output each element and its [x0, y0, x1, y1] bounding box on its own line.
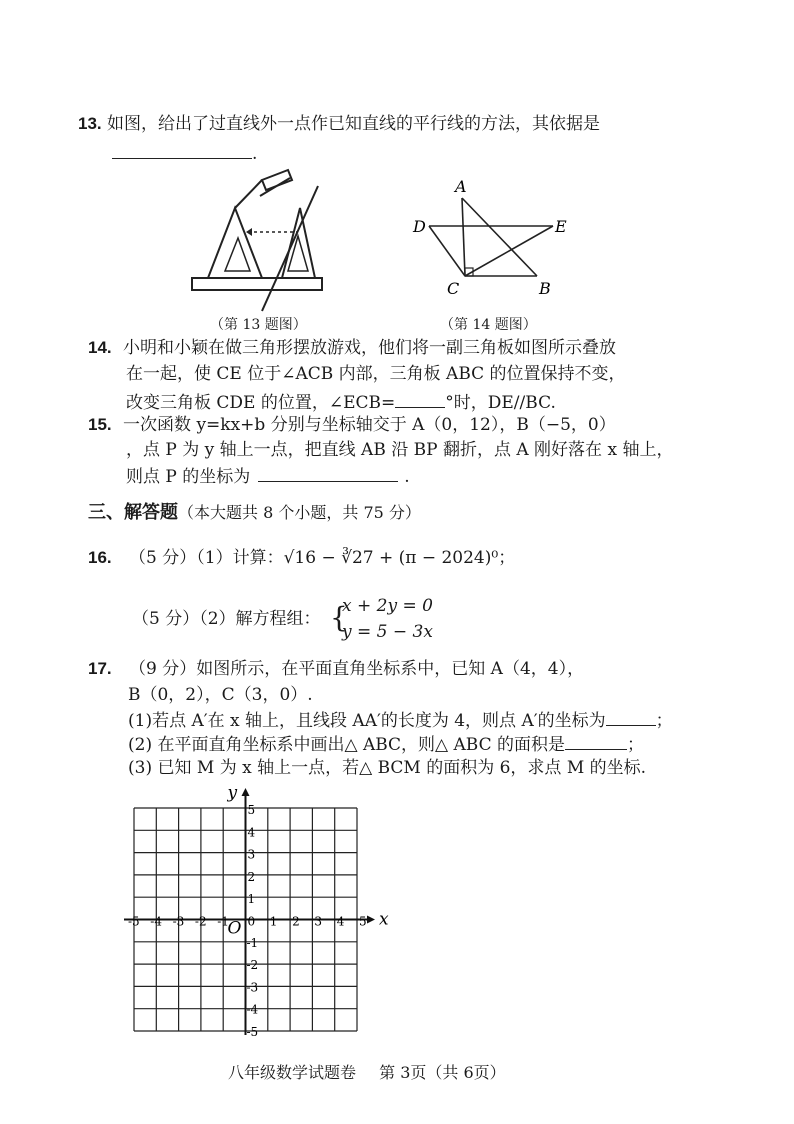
- q17-item2-text: (2) 在平面直角坐标系中画出△ ABC，则△ ABC 的面积是: [128, 735, 566, 755]
- q17-item2-tail: ；: [627, 735, 645, 755]
- q17-item2-blank[interactable]: [565, 731, 627, 750]
- q14-line1: [88, 336, 616, 360]
- q17-line2: B（0，2），C（3，0）.: [128, 685, 313, 705]
- q13-line2: [112, 140, 257, 166]
- y-tick-label: 4: [247, 825, 256, 840]
- section-3-subtitle: （本大题共 8 个小题，共 75 分）: [178, 503, 421, 522]
- q14-number: 14.: [88, 338, 112, 357]
- q15-line2: ，点 P 为 y 轴上一点，把直线 AB 沿 BP 翻折，点 A 刚好落在 x 轴上，: [126, 440, 674, 460]
- q13-tail: .: [252, 144, 258, 164]
- q15-number: 15.: [88, 415, 112, 434]
- q15-tail: .: [404, 467, 410, 487]
- q15-text-1: 一次函数 y=kx+b 分别与坐标轴交于 A（0，12），B（−5，0）: [123, 415, 616, 435]
- x-tick-label: -3: [172, 914, 185, 929]
- q17-item1-text: (1)若点 A′在 x 轴上，且线段 AA′的长度为 4，则点 A′的坐标为: [128, 711, 606, 731]
- q14-line2: 在一起，使 CE 位于∠ACB 内部，三角板 ABC 的位置保持不变，: [126, 364, 626, 384]
- label-B: B: [539, 279, 551, 298]
- q17-text-1: （9 分）如图所示，在平面直角坐标系中，已知 A（4，4），: [129, 659, 585, 679]
- q14-text-3a: 改变三角板 CDE 的位置，∠ECB=: [126, 393, 396, 413]
- q14-line3: [126, 389, 556, 415]
- y-tick-label: -4: [246, 1002, 259, 1017]
- q17-line1: [88, 657, 584, 681]
- q14-answer-blank[interactable]: [395, 389, 445, 408]
- y-tick-label: -5: [246, 1025, 259, 1039]
- figure-13: [180, 168, 340, 313]
- q16-eq1: x + 2y = 0: [342, 596, 433, 616]
- y-tick-label: 2: [247, 869, 256, 884]
- x-tick-label: 3: [314, 914, 323, 929]
- x-tick-label: -5: [128, 914, 140, 929]
- x-tick-label: -4: [150, 914, 163, 929]
- section-3-title: 三、解答题: [88, 502, 178, 523]
- y-tick-label: 5: [247, 803, 256, 817]
- x-axis-arrow: [367, 916, 375, 924]
- y-tick-label: 1: [247, 892, 256, 907]
- coordinate-grid[interactable]: [120, 783, 389, 1046]
- q16-part1: [88, 546, 515, 570]
- q16-part1-expr: √16 − ∛27 + (π − 2024)⁰；: [283, 548, 516, 568]
- q17-number: 17.: [88, 659, 112, 678]
- y-axis-label: y: [227, 783, 238, 803]
- x-tick-label: 2: [292, 914, 300, 929]
- y-axis-arrow: [242, 788, 250, 796]
- q17-item1: [128, 707, 673, 733]
- x-tick-label: 0: [247, 914, 256, 929]
- label-C: C: [447, 279, 460, 298]
- q15-line1: [88, 413, 616, 437]
- origin-label: O: [227, 918, 242, 939]
- q14-text-1: 小明和小颖在做三角形摆放游戏，他们将一副三角板如图所示叠放: [123, 338, 617, 358]
- q13-answer-blank[interactable]: [112, 140, 252, 159]
- q14-text-3b: °时，DE//BC.: [445, 393, 556, 413]
- q15-text-3: 则点 P 的坐标为: [126, 467, 251, 487]
- q13-caption: （第 13 题图）: [210, 317, 307, 333]
- q16-part1-label: （5 分）（1）计算：: [129, 548, 284, 568]
- footer-page: 第 3页（共 6页）: [379, 1063, 506, 1082]
- q17-item1-blank[interactable]: [606, 707, 656, 726]
- footer: [228, 1060, 506, 1083]
- y-tick-label: 3: [247, 847, 256, 862]
- q13-text: 如图，给出了过直线外一点作已知直线的平行线的方法，其依据是: [107, 114, 601, 134]
- y-tick-label: -3: [246, 980, 259, 995]
- q13-line1: [78, 112, 600, 136]
- section-3-heading: [88, 498, 421, 524]
- q14-caption: （第 14 题图）: [440, 317, 537, 333]
- q16-number: 16.: [88, 548, 112, 567]
- q17-item1-tail: ；: [655, 711, 673, 731]
- x-axis-label: x: [379, 909, 389, 930]
- x-tick-label: 4: [336, 914, 345, 929]
- x-tick-label: -2: [194, 914, 207, 929]
- label-E: E: [555, 217, 567, 236]
- x-tick-label: -1: [217, 914, 229, 929]
- q16-part2-label: （5 分）（2）解方程组：: [132, 609, 321, 629]
- q16-eq2: y = 5 − 3x: [342, 622, 433, 642]
- q17-item2: [128, 731, 644, 757]
- figure-14: [405, 176, 585, 306]
- q15-line3: [126, 463, 410, 489]
- label-D: D: [413, 217, 426, 236]
- x-tick-label: 5: [359, 914, 367, 929]
- q17-item3: (3) 已知 M 为 x 轴上一点，若△ BCM 的面积为 6，求点 M 的坐标.: [128, 758, 647, 778]
- q16-brace: {: [330, 601, 348, 634]
- footer-title: 八年级数学试题卷: [228, 1063, 357, 1082]
- y-tick-label: -2: [246, 958, 259, 973]
- q15-answer-blank[interactable]: [258, 463, 398, 482]
- label-A: A: [455, 177, 467, 196]
- y-tick-label: -1: [246, 935, 259, 950]
- q13-number: 13.: [78, 114, 102, 133]
- x-tick-label: 1: [269, 914, 278, 929]
